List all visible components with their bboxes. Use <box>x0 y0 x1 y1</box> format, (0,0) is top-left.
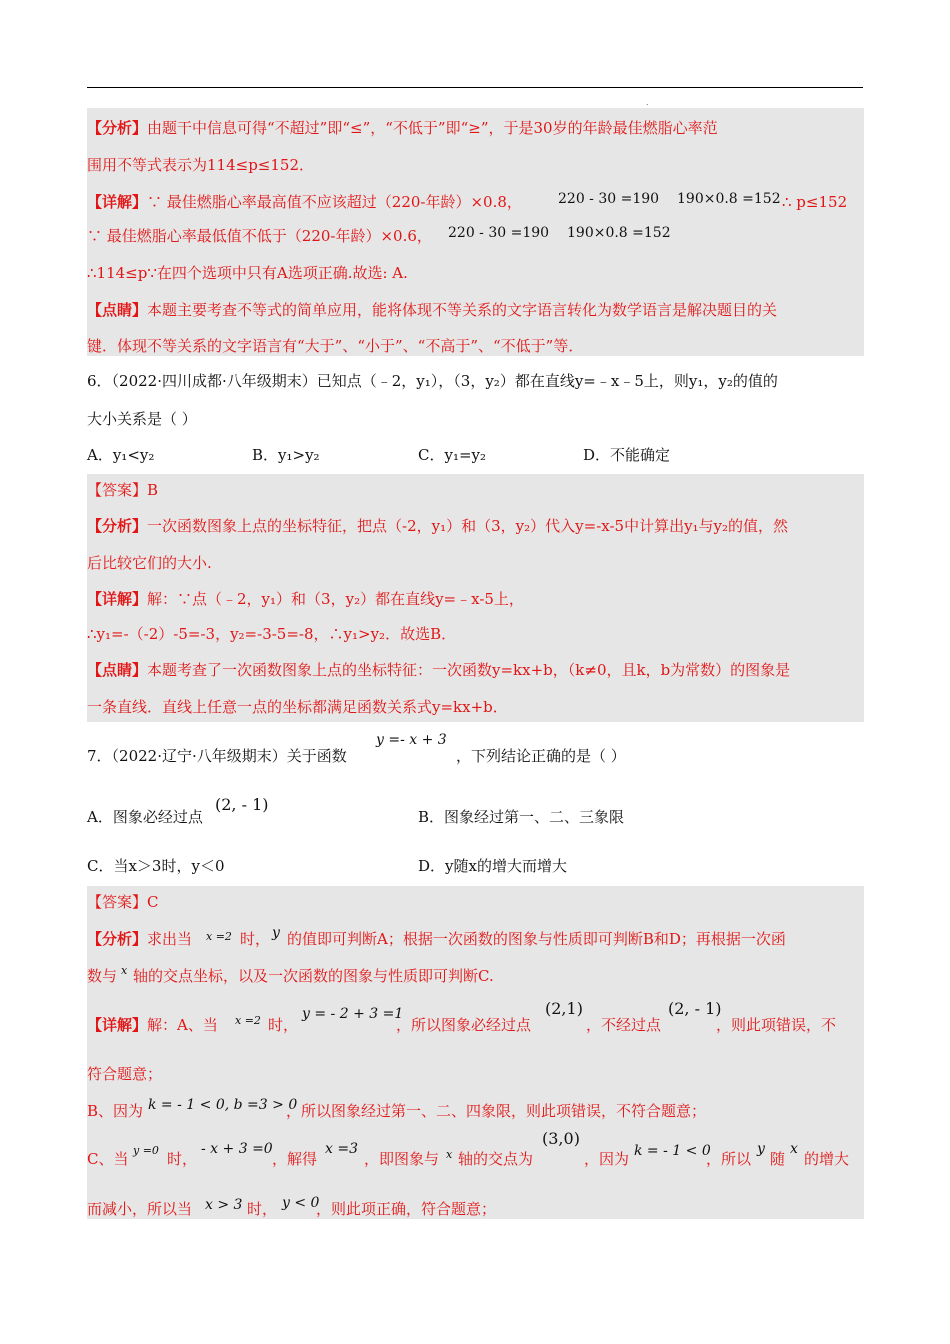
comment-text: 本题主要考查不等式的简单应用，能将体现不等关系的文字语言转化为数学语言是解决题目的关 <box>147 301 778 319</box>
q6-detail-line2: ∴y₁=-（-2）-5=-3，y₂=-3-5=-8，∴y₁>y₂．故选B． <box>87 625 457 643</box>
q7-detail-c-m6: k = - 1 < 0 <box>634 1143 711 1159</box>
q7-stem-function: y =- x + 3 <box>376 732 447 748</box>
q7-analysis-line1-a <box>87 928 192 950</box>
analysis-tag: 【分析】 <box>87 119 148 137</box>
q7-option-a-point: (2, - 1) <box>215 795 269 814</box>
q7-detail-c-m9: x > 3 <box>205 1197 243 1213</box>
q7-detail-a-notpass: ，不经过点 <box>586 1016 662 1034</box>
q7-detail-c-4: ，即图象与 <box>364 1150 440 1168</box>
q7-analysis-math-y: y <box>272 925 280 941</box>
q7-detail-math-x2: x =2 <box>235 1014 261 1027</box>
comment-tag: 【点睛】 <box>87 301 148 319</box>
q7-detail-c-11: 时， <box>247 1200 278 1218</box>
q7-analysis-math-x2: x =2 <box>206 930 232 943</box>
q7-detail-point-2m1: (2, - 1) <box>668 999 722 1018</box>
q6-option-a: A．y₁<y₂ <box>87 446 155 464</box>
q7-analysis-line1-c: 的值即可判断A；根据一次函数的图象与性质即可判断B和D；再根据一次函 <box>287 930 786 948</box>
q7-detail-c-12: ，则此项正确，符合题意； <box>316 1200 497 1218</box>
q5-detail-math4: 190×0.8 =152 <box>567 225 671 241</box>
q5-comment-line1 <box>87 299 863 321</box>
q7-option-d: D．y随x的增大而增大 <box>418 857 567 875</box>
q7-detail-c-m7: y <box>757 1141 765 1157</box>
q6-stem-line2: 大小关系是（ ） <box>87 410 197 428</box>
q7-stem-prefix: 7．（2022·辽宁·八年级期末）关于函数 <box>87 747 347 765</box>
q7-detail-c-8: 随 <box>770 1150 786 1168</box>
q7-detail-c-6: ，因为 <box>584 1150 630 1168</box>
detail-text: 解：∵点（﹣2，y₁）和（3，y₂）都在直线y=﹣x-5上， <box>147 590 524 608</box>
q7-detail-a-when: 时， <box>268 1016 299 1034</box>
q6-option-d: D．不能确定 <box>583 446 671 464</box>
q5-detail-math2: 190×0.8 =152 <box>677 191 781 207</box>
q6-comment-line1 <box>87 659 863 681</box>
analysis-tag: 【分析】 <box>87 930 148 948</box>
q6-comment-line2: 一条直线．直线上任意一点的坐标都满足函数关系式y=kx+b． <box>87 698 508 716</box>
q7-detail-a-line1 <box>87 1014 218 1036</box>
q7-detail-c-10: 而减小，所以当 <box>87 1200 193 1218</box>
q5-detail-line3: ∴114≤p∵在四个选项中只有A选项正确.故选: A. <box>87 264 408 282</box>
q7-detail-math-y1: y = - 2 + 3 =1 <box>302 1006 404 1022</box>
q6-stem-line1: 6．（2022·四川成都·八年级期末）已知点（﹣2，y₁），（3，y₂）都在直线y=﹣x﹣5上，则y₁，y₂的值的 <box>87 372 778 390</box>
q7-detail-c-m1: y =0 <box>133 1144 159 1157</box>
q5-detail-line2: ∵ 最佳燃脂心率最低值不低于（220-年龄）×0.6， <box>87 227 432 245</box>
q7-detail-c-point: (3,0) <box>542 1129 580 1148</box>
q7-analysis-line1-b: 时， <box>240 930 271 948</box>
q7-detail-b-math: k = - 1 < 0, b =3 > 0 <box>148 1097 298 1113</box>
q6-answer: 【答案】B <box>87 481 159 499</box>
q5-analysis-line1 <box>87 117 863 139</box>
q7-answer: 【答案】C <box>87 893 159 911</box>
analysis-text: 由题干中信息可得“不超过”即“≤”，“不低于”即“≥”，于是30岁的年龄最佳燃脂心率范 <box>147 119 718 137</box>
q6-detail-line1 <box>87 588 863 610</box>
q7-detail-c-m2: - x + 3 =0 <box>201 1141 273 1157</box>
q7-detail-c-m3: x =3 <box>325 1141 358 1157</box>
q7-detail-c-5: 轴的交点为 <box>458 1150 534 1168</box>
detail-tag: 【详解】 <box>87 1016 148 1034</box>
comment-text: 本题考查了一次函数图象上点的坐标特征：一次函数y=kx+b，（k≠0，且k，b为常数）的图象是 <box>147 661 791 679</box>
q5-detail-math1: 220 - 30 =190 <box>558 191 660 207</box>
q5-detail-conclusion: ∴ p≤152 <box>782 193 848 211</box>
header-dot: . <box>646 98 649 107</box>
q7-detail-c-m8: x <box>790 1141 798 1157</box>
q7-detail-a-passes: ，所以图象必经过点 <box>396 1016 532 1034</box>
detail-tag: 【详解】 <box>87 590 148 608</box>
q7-detail-c-m4: x <box>446 1148 453 1161</box>
q7-detail-c-2: 时， <box>167 1150 198 1168</box>
q7-analysis-line2-b: 轴的交点坐标，以及一次函数的图象与性质即可判断C. <box>133 967 494 985</box>
detail-tag: 【详解】 <box>87 193 148 211</box>
q7-analysis-line2-a: 数与 <box>87 967 118 985</box>
q7-stem-suffix: ，下列结论正确的是（ ） <box>456 747 626 765</box>
q7-option-c: C．当x＞3时，y＜0 <box>87 857 225 875</box>
q7-option-b: B．图象经过第一、二、三象限 <box>418 808 625 826</box>
analysis-text: 一次函数图象上点的坐标特征，把点（-2，y₁）和（3，y₂）代入y=-x-5中计算出y₁与y₂的值，然 <box>147 517 789 535</box>
q5-analysis-line2: 围用不等式表示为114≤p≤152． <box>87 156 315 174</box>
q7-detail-c-7: ，所以 <box>706 1150 752 1168</box>
q7-detail-c-9: 的增大 <box>804 1150 850 1168</box>
q7-detail-a-line2: 符合题意； <box>87 1065 163 1083</box>
q7-detail-a-wrong: ，则此项错误，不 <box>716 1016 837 1034</box>
q7-analysis-math-x: x <box>121 964 128 977</box>
q5-detail-math3: 220 - 30 =190 <box>448 225 550 241</box>
q6-analysis-line1 <box>87 515 863 537</box>
q7-detail-c-m10: y < 0 <box>282 1195 320 1211</box>
header-rule <box>87 87 863 88</box>
q7-detail-b-a: B、因为 <box>87 1102 144 1120</box>
q6-option-b: B．y₁>y₂ <box>252 446 320 464</box>
q7-detail-b-b: ，所以图象经过第一、二、四象限，则此项错误，不符合题意； <box>286 1102 707 1120</box>
analysis-tag: 【分析】 <box>87 517 148 535</box>
detail-text: 解：A、当 <box>147 1016 218 1034</box>
q7-detail-c-3: ，解得 <box>272 1150 318 1168</box>
comment-tag: 【点睛】 <box>87 661 148 679</box>
q5-comment-line2: 键．体现不等关系的文字语言有“大于”、“小于”、“不高于”、“不低于”等． <box>87 337 584 355</box>
q7-detail-c-1: C、当 <box>87 1150 129 1168</box>
analysis-text: 求出当 <box>147 930 193 948</box>
detail-text: ∵ 最佳燃脂心率最高值不应该超过（220-年龄）×0.8， <box>147 193 522 211</box>
q6-analysis-line2: 后比较它们的大小. <box>87 554 212 572</box>
q6-option-c: C．y₁=y₂ <box>418 446 487 464</box>
q7-option-a: A．图象必经过点 <box>87 808 203 826</box>
q7-detail-point-21: (2,1) <box>545 999 583 1018</box>
